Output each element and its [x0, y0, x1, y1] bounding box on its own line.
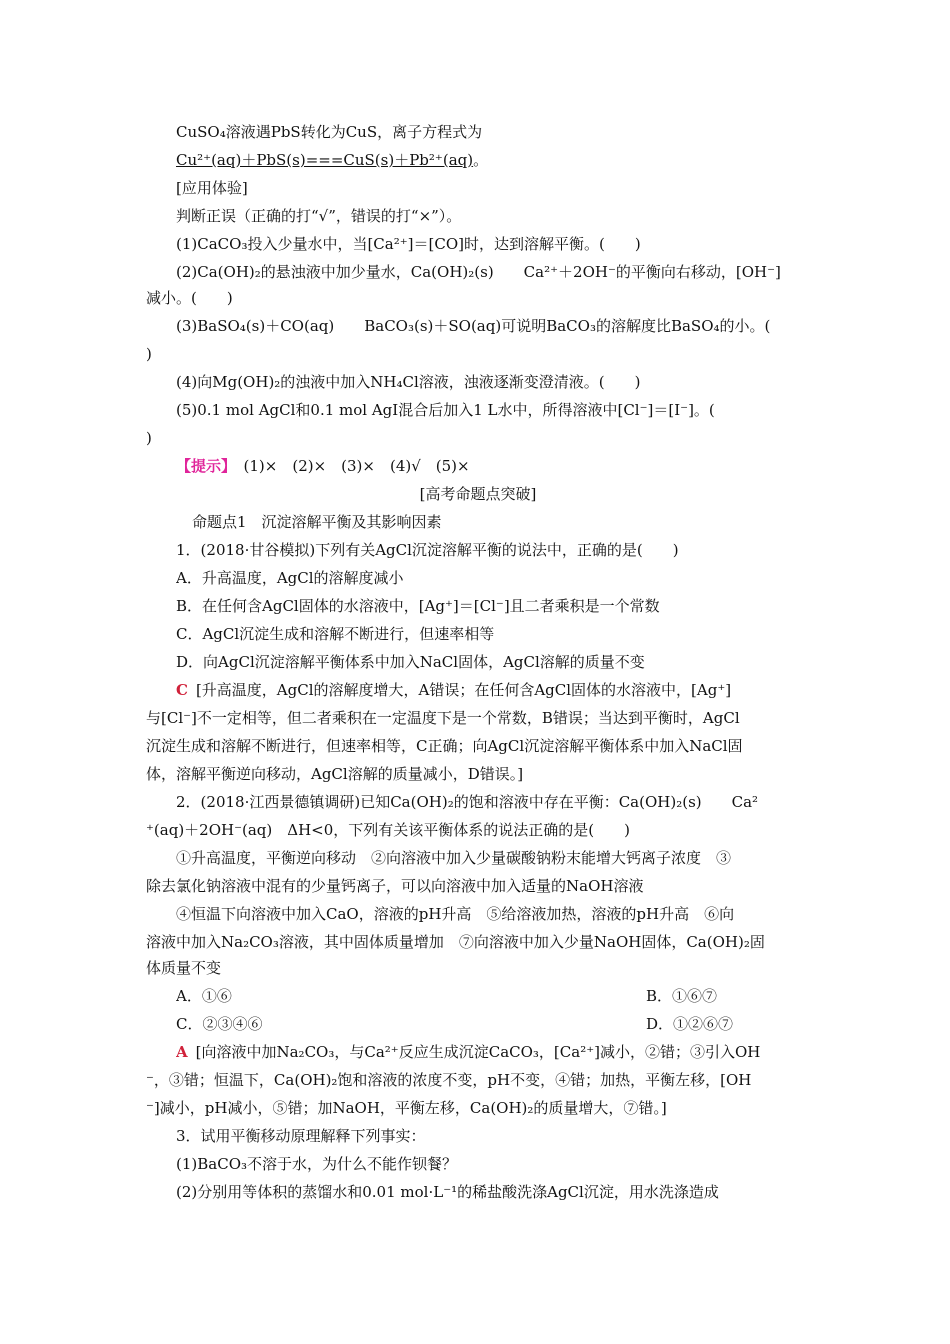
q2-option-d: D．①②⑥⑦ — [646, 1015, 734, 1033]
answer-letter: C — [176, 681, 188, 699]
q3-sub-2: (2)分别用等体积的蒸馏水和0.01 mol·L⁻¹的稀盐酸洗涤AgCl沉淀，用水洗涤造成 — [176, 1183, 719, 1201]
q1-option-a: A．升高温度，AgCl的溶解度减小 — [176, 569, 404, 587]
q2-answer — [176, 1042, 810, 1062]
answer-text: [升高温度，AgCl的溶解度增大，A错误；在任何含AgCl固体的水溶液中，[Ag⁺] — [195, 681, 732, 699]
section-label: [应用体验] — [176, 179, 248, 197]
text-line: CuSO₄溶液遇PbS转化为CuS，离子方程式为 — [176, 123, 483, 141]
q2-option-c: C．②③④⑥ — [176, 1015, 263, 1033]
judge-item-1: (1)CaCO₃投入少量水中，当[Ca²⁺]＝[CO]时，达到溶解平衡。( ) — [176, 235, 641, 253]
judge-item-2: (2)Ca(OH)₂的悬浊液中加少量水，Ca(OH)₂(s) Ca²⁺＋2OH⁻的平衡向右移动，[OH⁻] — [176, 263, 781, 281]
q1-answer-cont: 沉淀生成和溶解不断进行，但速率相等，C正确；向AgCl沉淀溶解平衡体系中加入NaCl固 — [146, 737, 743, 755]
judge-item-2-cont: 减小。( ) — [146, 289, 233, 307]
ionic-equation — [176, 150, 810, 170]
q1-option-d: D．向AgCl沉淀溶解平衡体系中加入NaCl固体，AgCl溶解的质量不变 — [176, 653, 645, 671]
q1-option-c: C．AgCl沉淀生成和溶解不断进行，但速率相等 — [176, 625, 495, 643]
q2-statements-cont: 除去氯化钠溶液中混有的少量钙离子，可以向溶液中加入适量的NaOH溶液 — [146, 877, 644, 895]
q1-option-b: B．在任何含AgCl固体的水溶液中，[Ag⁺]＝[Cl⁻]且二者乘积是一个常数 — [176, 597, 660, 615]
q2-statements: ④恒温下向溶液中加入CaO，溶液的pH升高 ⑤给溶液加热，溶液的pH升高 ⑥向 — [176, 905, 735, 923]
equation-text: Cu²⁺(aq)＋PbS(s)===CuS(s)＋Pb²⁺(aq) — [176, 151, 474, 169]
answer-letter: A — [176, 1043, 188, 1061]
section-title: [高考命题点突破] — [419, 485, 537, 503]
instruction: 判断正误（正确的打“√”，错误的打“×”）。 — [176, 207, 462, 225]
judge-item-5: (5)0.1 mol AgCl和0.1 mol AgI混合后加入1 L水中，所得溶液中[Cl⁻]＝[I⁻]。( — [176, 401, 715, 419]
question-2: 2．(2018·江西景德镇调研)已知Ca(OH)₂的饱和溶液中存在平衡：Ca(OH)₂(s) Ca² — [176, 793, 759, 811]
question-1: 1．(2018·甘谷模拟)下列有关AgCl沉淀溶解平衡的说法中，正确的是( ) — [176, 541, 679, 559]
q2-statements: ①升高温度，平衡逆向移动 ②向溶液中加入少量碳酸钠粉末能增大钙离子浓度 ③ — [176, 849, 732, 867]
q2-options-row-2 — [176, 1014, 810, 1034]
question-2-cont: ⁺(aq)＋2OH⁻(aq) ΔH<0，下列有关该平衡体系的说法正确的是( ) — [146, 821, 630, 839]
q1-answer-cont: 体，溶解平衡逆向移动，AgCl溶解的质量减小，D错误。] — [146, 765, 524, 783]
equation-end: 。 — [473, 151, 489, 169]
answer-text: [向溶液中加Na₂CO₃，与Ca²⁺反应生成沉淀CaCO₃，[Ca²⁺]减小，②错；③引入OH — [195, 1043, 761, 1061]
judge-item-3: (3)BaSO₄(s)＋CO(aq) BaCO₃(s)＋SO(aq)可说明BaCO₃的溶解度比BaSO₄的小。( — [176, 317, 771, 335]
q1-answer — [176, 680, 810, 700]
q2-statements-cont: 体质量不变 — [146, 959, 222, 977]
judge-item-4: (4)向Mg(OH)₂的浊液中加入NH₄Cl溶液，浊液逐渐变澄清液。( ) — [176, 373, 641, 391]
hint-line — [176, 456, 810, 476]
judge-item-5-cont: ) — [146, 429, 152, 447]
judge-item-3-cont: ) — [146, 345, 152, 363]
q2-statements-cont: 溶液中加入Na₂CO₃溶液，其中固体质量增加 ⑦向溶液中加入少量NaOH固体，Ca(OH)₂固 — [146, 933, 765, 951]
hint-answers: (1)× (2)× (3)× (4)√ (5)× — [243, 457, 470, 475]
question-3: 3．试用平衡移动原理解释下列事实： — [176, 1127, 426, 1145]
q2-options-row-1 — [176, 986, 810, 1006]
q3-sub-1: (1)BaCO₃不溶于水，为什么不能作钡餐？ — [176, 1155, 458, 1173]
hint-label: 【提示】 — [176, 457, 229, 475]
q2-option-b: B．①⑥⑦ — [646, 987, 718, 1005]
q1-answer-cont: 与[Cl⁻]不一定相等，但二者乘积在一定温度下是一个常数，B错误；当达到平衡时，AgCl — [146, 709, 740, 727]
q2-option-a: A．①⑥ — [176, 987, 232, 1005]
q2-answer-cont: ⁻]减小，pH减小，⑤错；加NaOH，平衡左移，Ca(OH)₂的质量增大，⑦错。] — [146, 1099, 667, 1117]
q2-answer-cont: ⁻，③错；恒温下，Ca(OH)₂饱和溶液的浓度不变，pH不变，④错；加热，平衡左移，[OH — [146, 1071, 752, 1089]
topic-heading: 命题点1 沉淀溶解平衡及其影响因素 — [192, 513, 442, 531]
